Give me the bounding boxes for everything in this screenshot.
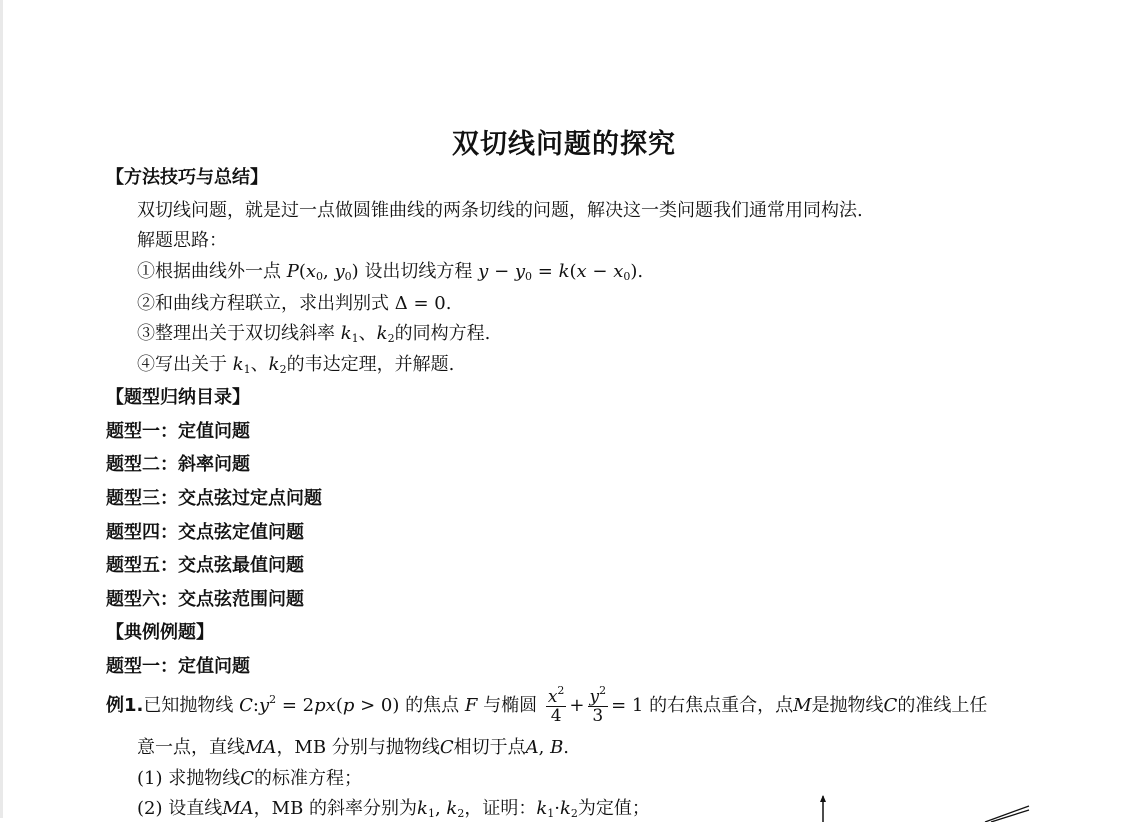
ex1-t1: 已知抛物线: [143, 695, 234, 716]
approach-label: 解题思路：: [137, 230, 227, 251]
examples-header: 【典例例题】: [106, 622, 214, 643]
question-1: [137, 767, 362, 791]
type-1-heading: 题型一：定值问题: [106, 656, 250, 677]
step-3-text-b: 的同构方程.: [394, 323, 491, 344]
catalog-item-3: 题型三：交点弦过定点问题: [106, 488, 322, 509]
step-4-text-b: 的韦达定理，并解题.: [286, 354, 455, 375]
example-1-line-2: 意一点，直线MA，MB 分别与抛物线C相切于点A, B.: [137, 737, 570, 758]
curve-c-2: C: [439, 737, 454, 758]
methods-header: 【方法技巧与总结】: [106, 167, 268, 188]
step-3-text-a: ③整理出关于双切线斜率: [137, 323, 335, 344]
figure-tangent-line-2: [991, 810, 1029, 822]
ex1-line2c: 相切于点: [453, 737, 526, 758]
tangent-formula: $y - y_0 = k(x - x_0)$: [478, 261, 638, 283]
intro-paragraph: 双切线问题，就是过一点做圆锥曲线的两条切线的问题，解决这一类问题我们通常用同构法.: [137, 200, 863, 221]
slope-product: k: [536, 798, 548, 819]
step-1-text-b: 设出切线方程: [364, 261, 473, 282]
q1-text-a: (1) 求抛物线: [137, 768, 241, 789]
step-4-text-a: ④写出关于: [137, 354, 227, 375]
ex1-t6: 的准线上任: [897, 695, 988, 716]
ex1-line2b: ，MB 分别与抛物线: [276, 737, 440, 758]
catalog-item-1: 题型一：定值问题: [106, 421, 250, 442]
step-2-end: .: [445, 293, 452, 314]
q2-text-b: ，MB 的斜率分别为: [253, 798, 418, 819]
step-1: [137, 260, 643, 284]
parabola-formula: $C:y^2 = 2px(p > 0)$: [239, 693, 400, 716]
q2-text-c: ，证明：: [464, 798, 537, 819]
ex1-line2a: 意一点，直线: [137, 737, 245, 758]
step-4: [137, 353, 454, 377]
point-m: M: [793, 695, 812, 716]
catalog-item-5: 题型五：交点弦最值问题: [106, 555, 304, 576]
points-ab: A: [525, 737, 539, 758]
catalog-header: 【题型归纳目录】: [106, 387, 250, 408]
example-1-label: 例1.: [106, 695, 144, 716]
catalog-item-6: 题型六：交点弦范围问题: [106, 589, 304, 610]
step-2: [137, 292, 451, 316]
step-3: [137, 322, 490, 346]
ellipse-formula: $\frac{x^2}{4}$ + $\frac{y^2}{3}$ = 1: [547, 683, 644, 726]
figure-tangent-line-1: [985, 806, 1029, 822]
figure-axis-arrow: [820, 795, 826, 802]
point-b: B: [550, 737, 564, 758]
q2-text-d: 为定值；: [577, 798, 650, 819]
ex1-t2: 的焦点: [405, 695, 460, 716]
ex1-t4: 的右焦点重合，点: [649, 695, 794, 716]
curve-c-3: C: [240, 768, 254, 789]
catalog-item-2: 题型二：斜率问题: [106, 454, 250, 475]
line-ma-2: MA: [222, 798, 254, 819]
slopes-formula: $k_1$、$k_2$: [340, 323, 395, 345]
ex1-t3: 与椭圆: [483, 695, 538, 716]
slopes-k: k: [417, 798, 428, 819]
slopes-formula-2: $k_1$、$k_2$: [232, 354, 287, 376]
step-2-text-a: ②和曲线方程联立，求出判别式: [137, 293, 389, 314]
discriminant-formula: Δ = 0: [394, 293, 446, 314]
point-formula: $P(x_0$, $y_0$): [286, 261, 359, 283]
q1-text-b: 的标准方程；: [254, 768, 362, 789]
question-2: (2) 设直线MA，MB 的斜率分别为$k_1$, $k_2$，证明：$k_1\cdot k_2$为定值；: [137, 798, 650, 820]
ex1-t5: 是抛物线: [811, 695, 884, 716]
line-ma: MA: [245, 737, 277, 758]
example-1-line-1: [106, 684, 987, 728]
step-1-end: .: [637, 261, 644, 282]
step-1-text-a: ①根据曲线外一点: [137, 261, 281, 282]
catalog-item-4: 题型四：交点弦定值问题: [106, 522, 304, 543]
page-title: 双切线问题的探究: [452, 129, 676, 160]
curve-c: C: [883, 695, 898, 716]
q2-text-a: (2) 设直线: [137, 798, 223, 819]
focus-f: F: [464, 695, 478, 716]
